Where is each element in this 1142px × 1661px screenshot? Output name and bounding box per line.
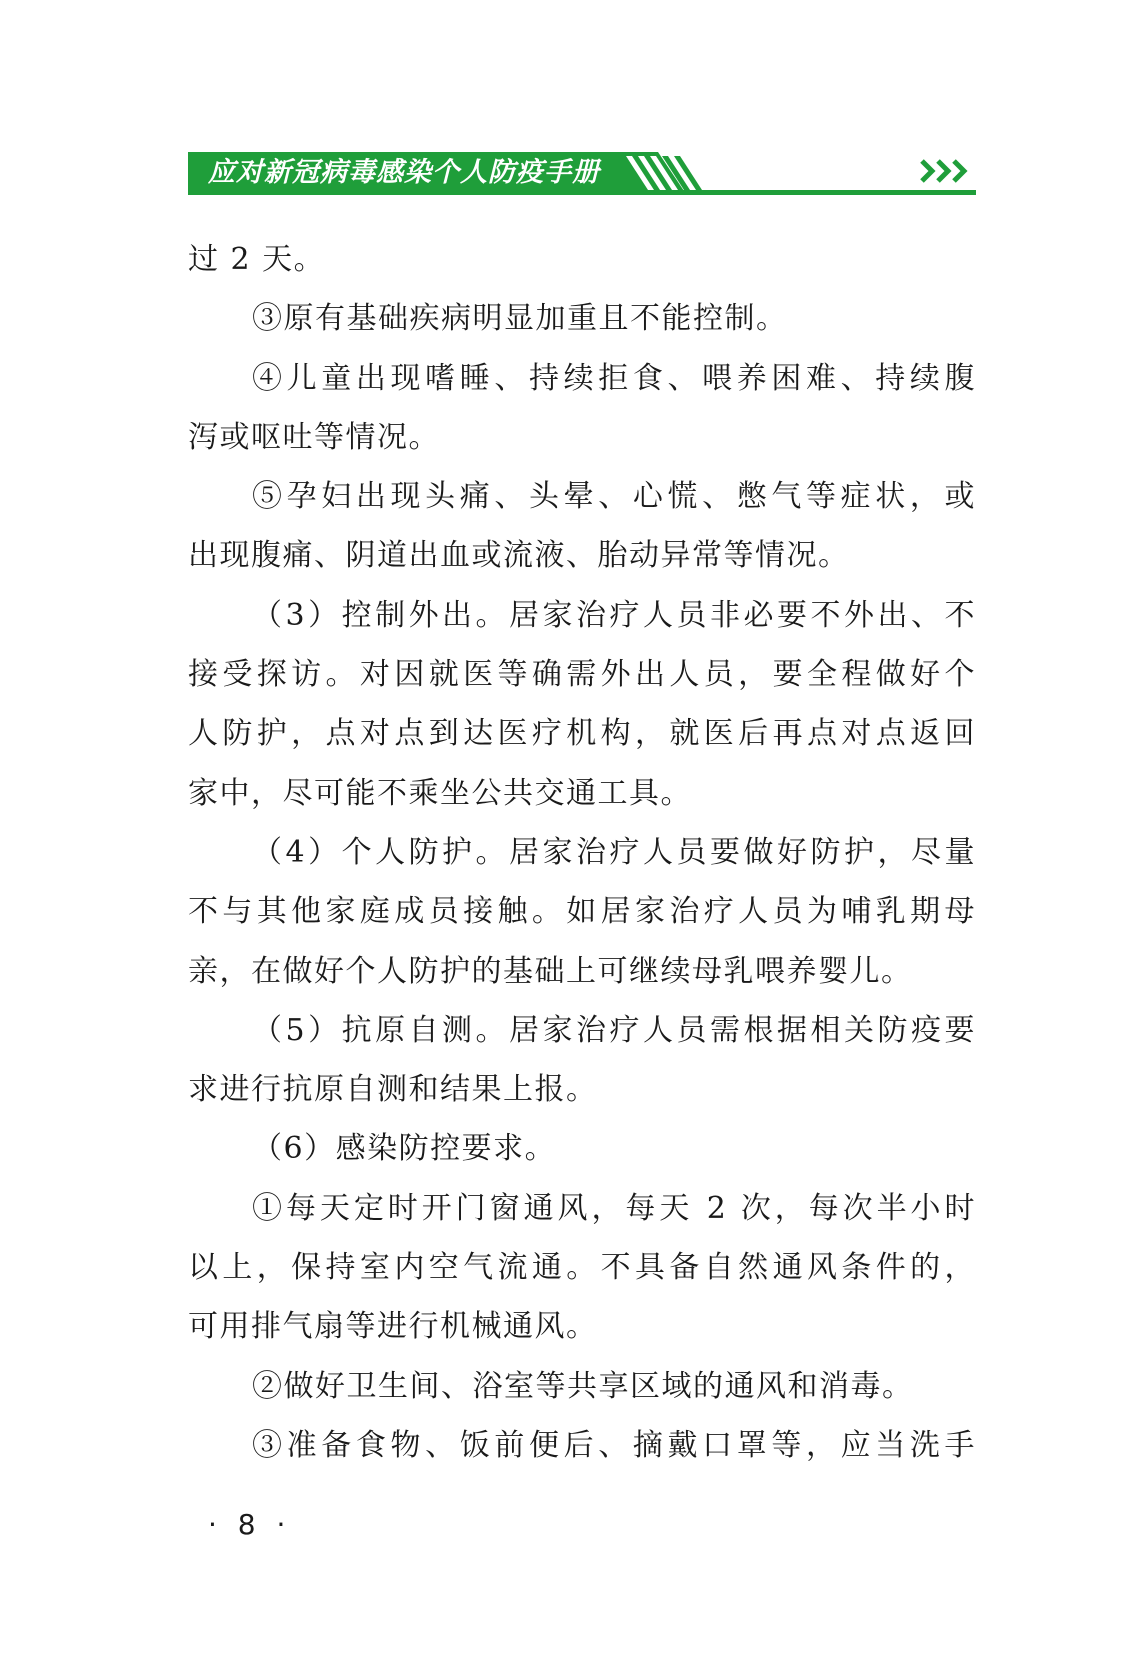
text-line: ③原有基础疾病明显加重且不能控制。: [252, 301, 788, 337]
text-line: （6）感染防控要求。: [252, 1131, 557, 1167]
header-rule: [188, 190, 976, 195]
text-line: 以上，保持室内空气流通。不具备自然通风条件的，: [188, 1250, 976, 1286]
text-line: ③准备食物、饭前便后、摘戴口罩等，应当洗手: [252, 1427, 976, 1463]
running-header: [188, 152, 976, 196]
text-line: 不与其他家庭成员接触。如居家治疗人员为哺乳期母: [188, 894, 976, 930]
body-text: [188, 230, 976, 1475]
header-title: 应对新冠病毒感染个人防疫手册: [208, 157, 600, 188]
text-line: （3）控制外出。居家治疗人员非必要不外出、不: [252, 597, 976, 633]
text-line: 接受探访。对因就医等确需外出人员，要全程做好个: [188, 657, 976, 693]
text-line: （4）个人防护。居家治疗人员要做好防护，尽量: [252, 834, 976, 870]
text-line: ①每天定时开门窗通风，每天 2 次，每次半小时: [252, 1190, 976, 1226]
chevrons-icon: [920, 158, 976, 184]
text-line: 可用排气扇等进行机械通风。: [188, 1309, 598, 1345]
text-line: ④儿童出现嗜睡、持续拒食、喂养困难、持续腹: [252, 360, 976, 396]
text-line: ⑤孕妇出现头痛、头晕、心慌、憋气等症状，或: [252, 479, 976, 515]
text-line: 过 2 天。: [188, 242, 326, 277]
text-line: 泻或呕吐等情况。: [188, 419, 440, 455]
page-number: · 8 ·: [208, 1508, 292, 1541]
text-line: 求进行抗原自测和结果上报。: [188, 1072, 598, 1108]
text-line: 出现腹痛、阴道出血或流液、胎动异常等情况。: [188, 538, 850, 574]
text-line: （5）抗原自测。居家治疗人员需根据相关防疫要: [252, 1012, 976, 1048]
slash-stripes-icon: [608, 152, 728, 194]
text-line: ②做好卫生间、浴室等共享区域的通风和消毒。: [252, 1368, 914, 1404]
text-line: 家中，尽可能不乘坐公共交通工具。: [188, 775, 692, 811]
text-line: 人防护，点对点到达医疗机构，就医后再点对点返回: [188, 716, 976, 752]
text-line: 亲，在做好个人防护的基础上可继续母乳喂养婴儿。: [188, 953, 913, 989]
